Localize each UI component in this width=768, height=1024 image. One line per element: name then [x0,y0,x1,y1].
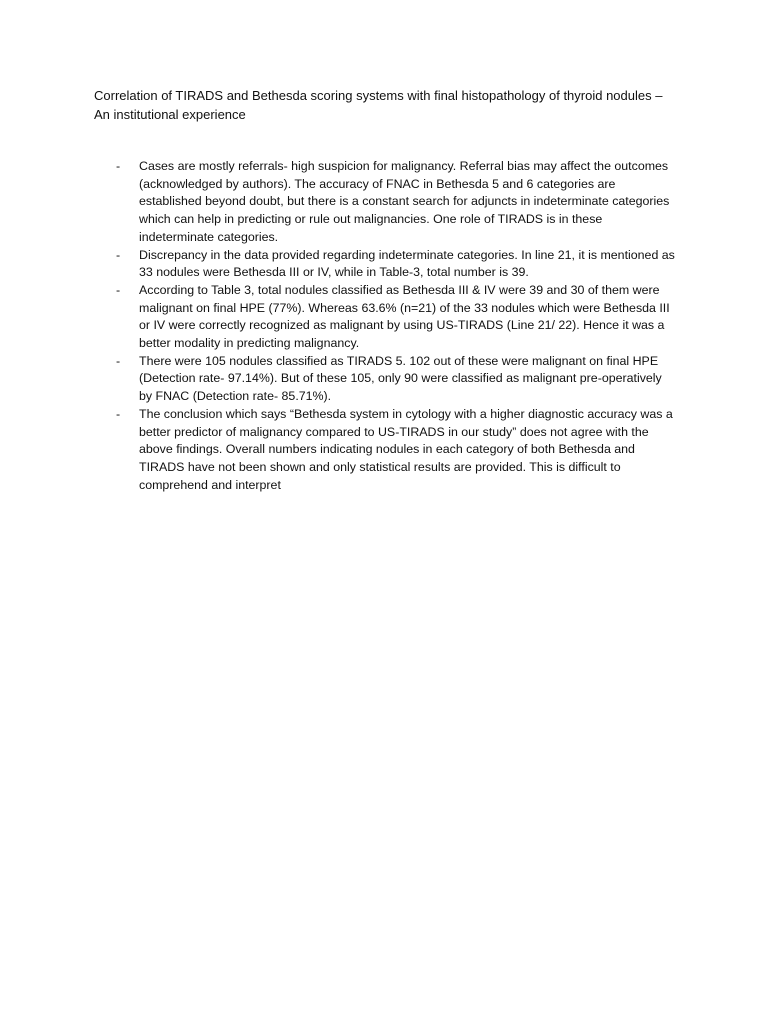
comment-text: Discrepancy in the data provided regarding indeterminate categories. In line 21, it is mentioned as 33 nodules were Bethesda III or IV, while in Table-3, total number is 39. [139,247,675,280]
review-comment [116,158,676,247]
comment-text: The conclusion which says “Bethesda system in cytology with a higher diagnostic accuracy was a better predictor of malignancy compared to US-TIRADS in our study” does not agree with the above findings. Overall numbers indicating nodules in each category of both Bethesda and TIRADS have not been shown and only statistical results are provided. This is difficult to comprehend and interpret [139,406,673,492]
comment-text: Cases are mostly referrals- high suspicion for malignancy. Referral bias may affect the outcomes (acknowledged by authors). The accuracy of FNAC in Bethesda 5 and 6 categories are established beyond doubt, but there is a constant search for adjuncts in indeterminate categories which can help in predicting or rule out malignancies. One role of TIRADS is in these indeterminate categories. [139,159,670,244]
bullet-dash: - [116,353,121,368]
bullet-dash: - [116,247,121,262]
title-line: Correlation of TIRADS and Bethesda scoring systems with final histopathology of thyroid nodules – [94,88,663,103]
review-comment [116,353,676,406]
bullet-dash: - [116,406,121,421]
title-line: An institutional experience [94,107,246,122]
review-comment [116,247,676,282]
review-comments-list [116,158,676,494]
review-comment [116,406,676,495]
comment-text: There were 105 nodules classified as TIRADS 5. 102 out of these were malignant on final HPE (Detection rate- 97.14%). But of these 105, only 90 were classified as malignant pre-operatively by FNAC (Detection rate- 85.71%). [139,353,662,404]
bullet-dash: - [116,159,121,173]
document-title [94,86,694,124]
comment-text: According to Table 3, total nodules classified as Bethesda III & IV were 39 and 30 of them were malignant on final HPE (77%). Whereas 63.6% (n=21) of the 33 nodules which were Bethesda III or IV were correctly recognized as malignant by using US-TIRADS (Line 21/ 22). Hence it was a better modality in predicting malignancy. [139,282,670,351]
bullet-dash: - [116,282,121,297]
review-comment [116,282,676,353]
